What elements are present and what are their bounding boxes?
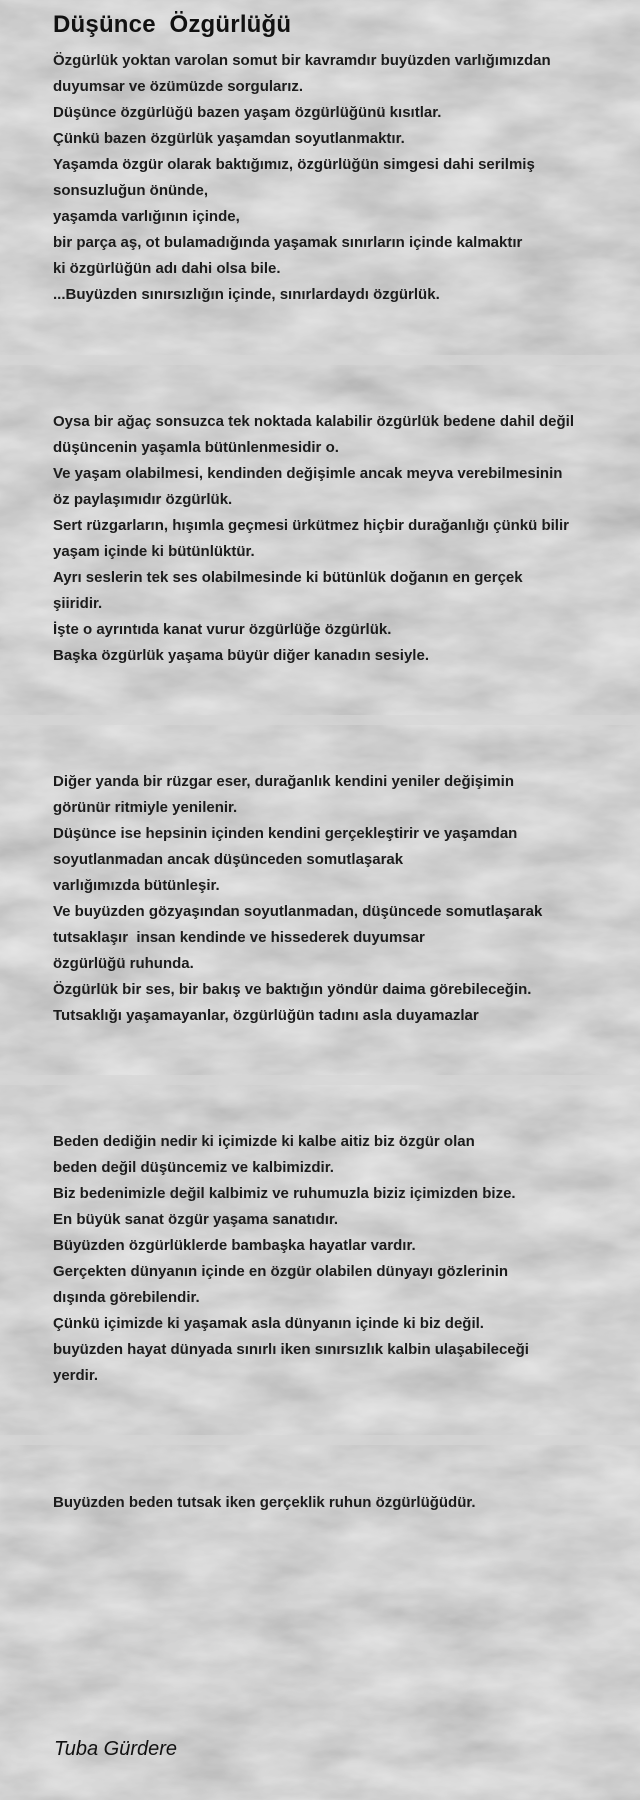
poem-line: Çünkü içimizde ki yaşamak asla dünyanın içinde ki biz değil. — [53, 1315, 484, 1332]
poem-line: Çünkü bazen özgürlük yaşamdan soyutlanmaktır. — [53, 130, 405, 147]
poem-line: sonsuzluğun önünde, — [53, 182, 208, 199]
poem-line: beden değil düşüncemiz ve kalbimizdir. — [53, 1159, 334, 1176]
poem-line: düşüncenin yaşamla bütünlenmesidir o. — [53, 439, 339, 456]
poem-line: Özgürlük bir ses, bir bakış ve baktığın yöndür daima görebileceğin. — [53, 981, 532, 998]
poem-line: ki özgürlüğün adı dahi olsa bile. — [53, 260, 281, 277]
poem-line: Başka özgürlük yaşama büyür diğer kanadın sesiyle. — [53, 647, 429, 664]
stanza-1 — [53, 48, 628, 308]
poem-line: bir parça aş, ot bulamadığında yaşamak sınırların içinde kalmaktır — [53, 234, 523, 251]
poem-line: dışında görebilendir. — [53, 1289, 200, 1306]
poem-line: ...Buyüzden sınırsızlığın içinde, sınırlardaydı özgürlük. — [53, 286, 440, 303]
poem-line: görünür ritmiyle yenilenir. — [53, 799, 238, 816]
poem-line: İşte o ayrıntıda kanat vurur özgürlüğe özgürlük. — [53, 621, 392, 638]
author-name: Tuba Gürdere — [54, 1738, 178, 1760]
poem-line: Ve buyüzden gözyaşından soyutlanmadan, düşüncede somutlaşarak — [53, 903, 543, 920]
poem-line: En büyük sanat özgür yaşama sanatıdır. — [53, 1211, 339, 1228]
poem-line: Özgürlük yoktan varolan somut bir kavramdır buyüzden varlığımızdan — [53, 52, 551, 69]
poem-line: Düşünce ise hepsinin içinden kendini gerçekleştirir ve yaşamdan — [53, 825, 518, 842]
poem-line: Tutsaklığı yaşamayanlar, özgürlüğün tadını asla duyamazlar — [53, 1007, 479, 1024]
poem-line: yaşamda varlığının içinde, — [53, 208, 240, 225]
poem-title: Düşünce Özgürlüğü — [53, 11, 292, 38]
poem-line: Biz bedenimizle değil kalbimiz ve ruhumuzla biziz içimizden bize. — [53, 1185, 516, 1202]
poem-line: yaşam içinde ki bütünlüktür. — [53, 543, 255, 560]
poem-line: yerdir. — [53, 1367, 99, 1384]
poem-line: Diğer yanda bir rüzgar eser, durağanlık kendini yeniler değişimin — [53, 773, 514, 790]
stanza-4 — [53, 1129, 628, 1389]
poem-line: Düşünce özgürlüğü bazen yaşam özgürlüğünü kısıtlar. — [53, 104, 442, 121]
poem-line: şiiridir. — [53, 595, 103, 612]
poem-line: Sert rüzgarların, hışımla geçmesi ürkütmez hiçbir durağanlığı çünkü bilir — [53, 517, 569, 534]
poem-line: soyutlanmadan ancak düşünceden somutlaşarak — [53, 851, 404, 868]
poem-line: Yaşamda özgür olarak baktığımız, özgürlüğün simgesi dahi serilmiş — [53, 156, 535, 173]
stanza-5 — [53, 1490, 628, 1516]
poem-line: Beden dediğin nedir ki içimizde ki kalbe aitiz biz özgür olan — [53, 1133, 475, 1150]
poem-line: duyumsar ve özümüzde sorgularız. — [53, 78, 304, 95]
poem-line: Büyüzden özgürlüklerde bambaşka hayatlar vardır. — [53, 1237, 416, 1254]
poem-line: öz paylaşımıdır özgürlük. — [53, 491, 233, 508]
poem-line: Ayrı seslerin tek ses olabilmesinde ki bütünlük doğanın en gerçek — [53, 569, 523, 586]
poem-line: buyüzden hayat dünyada sınırlı iken sınırsızlık kalbin ulaşabileceği — [53, 1341, 529, 1358]
poem-line: Gerçekten dünyanın içinde en özgür olabilen dünyayı gözlerinin — [53, 1263, 509, 1280]
poem-line: Buyüzden beden tutsak iken gerçeklik ruhun özgürlüğüdür. — [53, 1494, 476, 1511]
stanza-3 — [53, 769, 628, 1029]
poem-line: varlığımızda bütünleşir. — [53, 877, 220, 894]
poem-line: özgürlüğü ruhunda. — [53, 955, 194, 972]
poem-line: Ve yaşam olabilmesi, kendinden değişimle ancak meyva verebilmesinin — [53, 465, 563, 482]
stanza-2 — [53, 409, 628, 669]
poem-line: Oysa bir ağaç sonsuzca tek noktada kalabilir özgürlük bedene dahil değil — [53, 413, 574, 430]
poem-line: tutsaklaşır insan kendinde ve hissederek duyumsar — [53, 929, 425, 946]
